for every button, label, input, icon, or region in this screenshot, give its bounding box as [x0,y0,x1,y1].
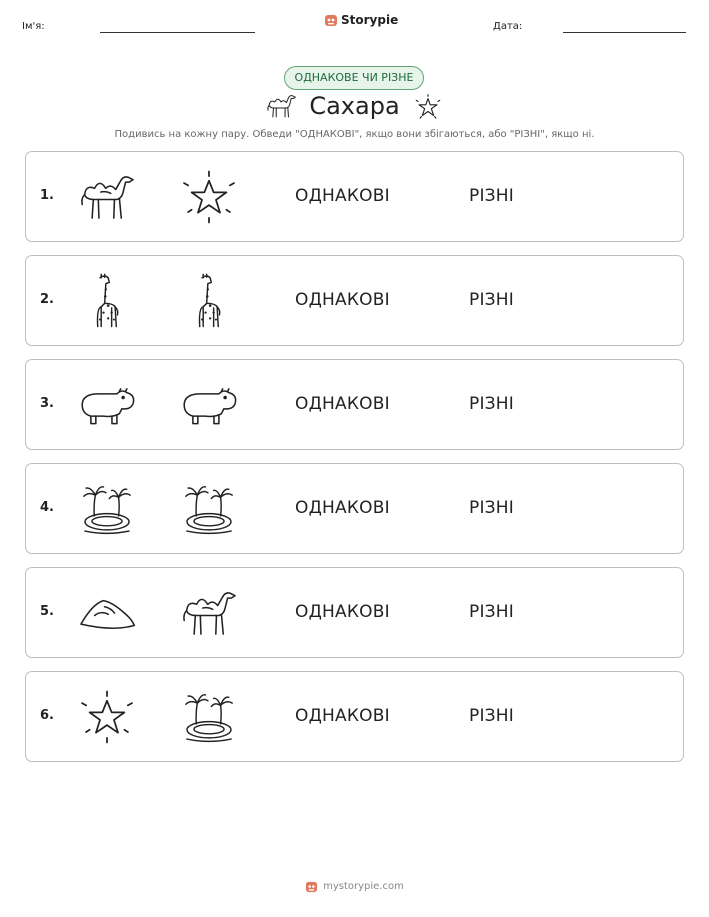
same-option[interactable]: ОДНАКОВІ [295,602,390,622]
row-number: 1. [40,188,54,203]
different-option[interactable]: РІЗНІ [469,290,514,310]
row-number: 2. [40,292,54,307]
different-option[interactable]: РІЗНІ [469,498,514,518]
page-title: Сахара [309,92,400,120]
instructions: Подивись на кожну пару. Обведи "ОДНАКОВІ", якщо вони збігаються, або "РІЗНІ", якщо ні. [114,129,595,140]
oasis-icon [178,688,240,746]
star-icon [76,688,138,746]
oasis-icon [76,480,138,538]
row-number: 3. [40,396,54,411]
name-label: Ім'я: [22,21,45,32]
storypie-logo-icon [305,880,318,893]
exercise-row [25,567,684,658]
oasis-icon [178,480,240,538]
different-option[interactable]: РІЗНІ [469,394,514,414]
camel-icon [178,584,240,642]
row-number: 5. [40,604,54,619]
different-option[interactable]: РІЗНІ [469,602,514,622]
star-icon [178,168,240,226]
same-option[interactable]: ОДНАКОВІ [295,394,390,414]
exercise-row [25,255,684,346]
storypie-logo-icon [324,13,338,27]
different-option[interactable]: РІЗНІ [469,706,514,726]
footer-url[interactable]: mystorypie.com [323,881,404,892]
date-line[interactable] [563,32,686,33]
brand-logo [324,13,398,27]
hippo-icon [178,376,240,434]
same-option[interactable]: ОДНАКОВІ [295,290,390,310]
date-label: Дата: [493,21,523,32]
worksheet-type-badge: ОДНАКОВЕ ЧИ РІЗНЕ [284,66,424,90]
sand-dune-icon [76,584,138,642]
exercise-row [25,671,684,762]
star-icon [413,93,443,125]
same-option[interactable]: ОДНАКОВІ [295,706,390,726]
brand-name: Storypie [341,13,399,27]
hippo-icon [76,376,138,434]
giraffe-icon [178,272,240,330]
giraffe-icon [76,272,138,330]
row-number: 4. [40,500,54,515]
exercise-row [25,463,684,554]
name-line[interactable] [100,32,255,33]
row-number: 6. [40,708,54,723]
same-option[interactable]: ОДНАКОВІ [295,186,390,206]
same-option[interactable]: ОДНАКОВІ [295,498,390,518]
different-option[interactable]: РІЗНІ [469,186,514,206]
exercise-row [25,151,684,242]
exercise-row [25,359,684,450]
footer [0,880,709,893]
camel-icon [76,168,138,226]
